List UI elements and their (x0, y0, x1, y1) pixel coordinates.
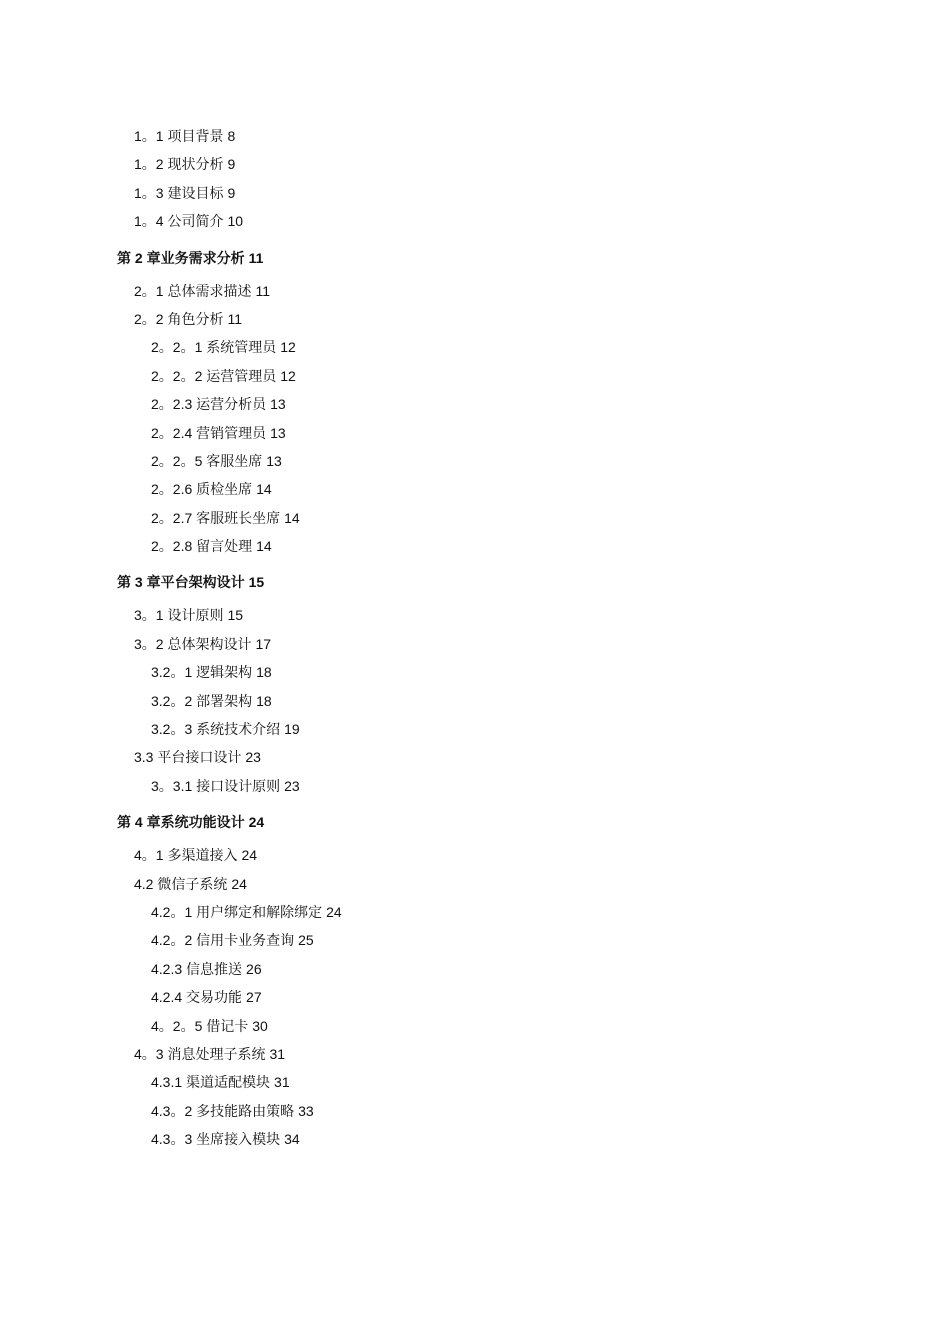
toc-entry[interactable] (0, 122, 950, 150)
toc-entry[interactable] (0, 841, 950, 869)
toc-entry-page-number: 25 (298, 932, 314, 949)
toc-entry-title: 4。3 消息处理子系统 (134, 1045, 266, 1062)
toc-entry-page-number: 11 (227, 310, 243, 327)
toc-entry[interactable] (0, 743, 950, 771)
toc-entry[interactable] (0, 362, 950, 390)
toc-entry-title: 第 4 章系统功能设计 (117, 814, 245, 831)
toc-entry-title: 2。2。5 客服坐席 (151, 452, 263, 469)
toc-entry-title: 2。2.7 客服班长坐席 (151, 509, 281, 526)
toc-entry-page-number: 23 (284, 777, 300, 794)
toc-entry-page-number: 18 (256, 664, 272, 681)
toc-entry-title: 2。2.6 质检坐席 (151, 481, 253, 498)
toc-entry-title: 4.2.4 交易功能 (151, 989, 243, 1006)
toc-entry[interactable] (0, 333, 950, 361)
toc-entry-page-number: 12 (280, 339, 296, 356)
toc-entry[interactable] (0, 715, 950, 743)
toc-entry[interactable] (0, 658, 950, 686)
toc-entry-page-number: 17 (255, 635, 272, 652)
toc-entry[interactable] (0, 926, 950, 954)
toc-entry-title: 1。3 建设目标 (134, 184, 224, 201)
toc-entry[interactable] (0, 983, 950, 1011)
toc-entry-page-number: 26 (246, 960, 262, 977)
toc-entry-page-number: 27 (246, 989, 262, 1006)
toc-entry-title: 2。2。2 运营管理员 (151, 367, 277, 384)
toc-chapter-heading[interactable] (0, 803, 950, 841)
toc-entry-title: 2。2。1 系统管理员 (151, 339, 277, 356)
toc-entry[interactable] (0, 475, 950, 503)
toc-entry-page-number: 30 (252, 1017, 268, 1034)
toc-entry-page-number: 24 (241, 847, 258, 864)
toc-entry-title: 4.2.3 信息推送 (151, 960, 243, 977)
toc-entry-page-number: 14 (256, 481, 272, 498)
toc-chapter-heading[interactable] (0, 239, 950, 277)
toc-entry-title: 3。3.1 接口设计原则 (151, 777, 281, 794)
toc-entry-page-number: 14 (256, 538, 272, 555)
toc-entry[interactable] (0, 277, 950, 305)
toc-entry-page-number: 31 (269, 1045, 286, 1062)
toc-entry-title: 第 3 章平台架构设计 (117, 574, 245, 591)
toc-entry-page-number: 18 (256, 692, 272, 709)
toc-entry-page-number: 23 (245, 749, 261, 766)
toc-entry[interactable] (0, 532, 950, 560)
toc-entry-title: 2。2.4 营销管理员 (151, 424, 267, 441)
toc-entry[interactable] (0, 419, 950, 447)
toc-entry[interactable] (0, 870, 950, 898)
toc-entry-title: 3.2。2 部署架构 (151, 692, 253, 709)
toc-entry[interactable] (0, 955, 950, 983)
toc-entry-title: 4.2。1 用户绑定和解除绑定 (151, 903, 323, 920)
toc-entry-page-number: 19 (284, 721, 300, 738)
toc-entry[interactable] (0, 772, 950, 800)
toc-entry-page-number: 24 (248, 814, 265, 831)
toc-entry-page-number: 10 (227, 213, 244, 230)
toc-entry-page-number: 13 (270, 424, 286, 441)
toc-entry-title: 3.2。3 系统技术介绍 (151, 721, 281, 738)
toc-entry-title: 4.3。3 坐席接入模块 (151, 1131, 281, 1148)
toc-entry[interactable] (0, 1012, 950, 1040)
toc-entry-page-number: 24 (326, 903, 342, 920)
toc-entry-page-number: 12 (280, 367, 296, 384)
toc-entry-title: 3.2。1 逻辑架构 (151, 664, 253, 681)
toc-entry-title: 2。2 角色分析 (134, 310, 224, 327)
toc-entry-page-number: 13 (266, 452, 282, 469)
toc-entry[interactable] (0, 504, 950, 532)
toc-entry-page-number: 33 (298, 1102, 314, 1119)
toc-entry-title: 4。1 多渠道接入 (134, 847, 238, 864)
toc-entry-title: 3。1 设计原则 (134, 607, 224, 624)
toc-entry-title: 4.3。2 多技能路由策略 (151, 1102, 295, 1119)
toc-entry[interactable] (0, 1125, 950, 1153)
toc-entry-page-number: 15 (248, 574, 265, 591)
toc-entry-title: 4.2。2 信用卡业务查询 (151, 932, 295, 949)
toc-entry[interactable] (0, 150, 950, 178)
toc-entry-title: 3。2 总体架构设计 (134, 635, 252, 652)
toc-entry[interactable] (0, 898, 950, 926)
toc-entry-page-number: 24 (231, 875, 247, 892)
toc-entry[interactable] (0, 207, 950, 235)
toc-entry-page-number: 11 (255, 282, 271, 299)
toc-entry-title: 2。2.8 留言处理 (151, 538, 253, 555)
toc-entry-title: 4.3.1 渠道适配模块 (151, 1074, 271, 1091)
toc-chapter-heading[interactable] (0, 563, 950, 601)
toc-entry-page-number: 8 (227, 128, 236, 144)
toc-entry-page-number: 13 (270, 396, 286, 413)
toc-entry-title: 4.2 微信子系统 (134, 875, 228, 892)
toc-entry-title: 2。2.3 运营分析员 (151, 396, 267, 413)
toc-entry-page-number: 14 (284, 509, 300, 526)
toc-entry[interactable] (0, 390, 950, 418)
toc-entry-title: 第 2 章业务需求分析 (117, 249, 245, 266)
toc-entry-page-number: 9 (227, 184, 236, 201)
toc-entry-page-number: 9 (227, 156, 236, 173)
toc-entry-page-number: 31 (274, 1074, 290, 1091)
toc-entry-page-number: 15 (227, 607, 244, 624)
toc-entry-title: 2。1 总体需求描述 (134, 282, 252, 299)
toc-entry-page-number: 34 (284, 1131, 300, 1148)
toc-entry[interactable] (0, 447, 950, 475)
toc-entry-title: 4。2。5 借记卡 (151, 1017, 249, 1034)
toc-entry[interactable] (0, 1040, 950, 1068)
toc-entry[interactable] (0, 1068, 950, 1096)
toc-entry-title: 1。4 公司简介 (134, 213, 224, 230)
toc-entry[interactable] (0, 1097, 950, 1125)
toc-entry[interactable] (0, 305, 950, 333)
toc-entry[interactable] (0, 687, 950, 715)
toc-entry-title: 1。2 现状分析 (134, 156, 224, 173)
table-of-contents (0, 122, 950, 1154)
toc-entry[interactable] (0, 601, 950, 629)
toc-entry[interactable] (0, 179, 950, 207)
toc-entry-title: 1。1 项目背景 (134, 128, 224, 144)
toc-entry-title: 3.3 平台接口设计 (134, 749, 242, 766)
toc-entry[interactable] (0, 630, 950, 658)
toc-entry-page-number: 11 (248, 249, 264, 266)
